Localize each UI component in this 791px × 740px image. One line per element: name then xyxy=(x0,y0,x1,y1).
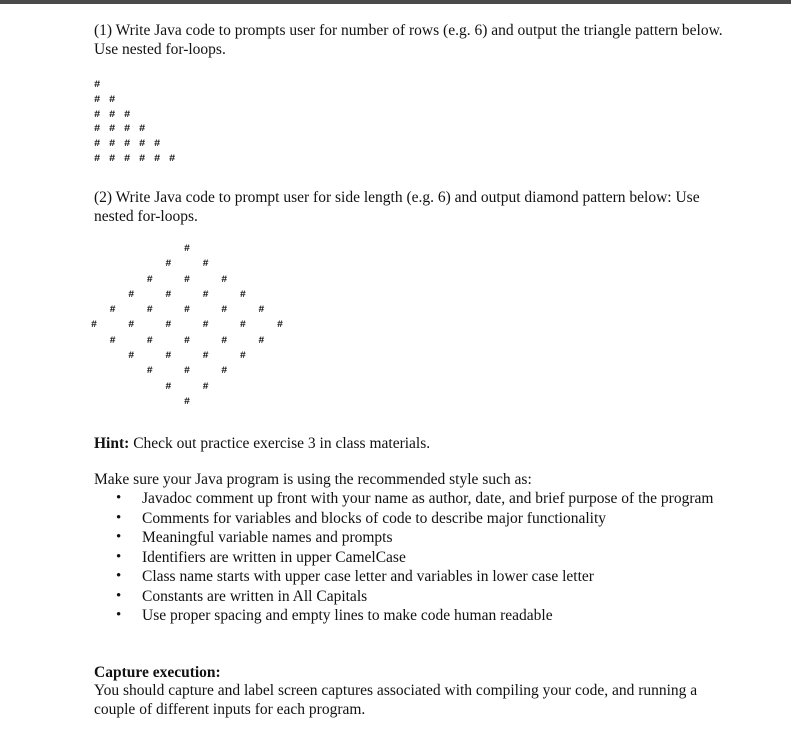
bullet-icon: • xyxy=(116,607,122,623)
hint-label: Hint: xyxy=(94,435,130,452)
top-border xyxy=(0,0,791,4)
list-item-text: Comments for variables and blocks of code to describe major functionality xyxy=(142,509,607,527)
list-item xyxy=(94,606,734,626)
list-item xyxy=(94,509,734,529)
list-item-text: Class name starts with upper case letter and variables in lower case letter xyxy=(142,568,594,585)
list-item-text: Meaningful variable names and prompts xyxy=(142,529,393,546)
list-item-text: Use proper spacing and empty lines to make code human readable xyxy=(142,607,553,624)
question-2-text: (2) Write Java code to prompt user for side length (e.g. 6) and output diamond pattern below: Use nested for-loops. xyxy=(94,189,700,225)
capture-title: Capture execution: xyxy=(94,664,221,681)
hint-text: Check out practice exercise 3 in class materials. xyxy=(129,435,431,452)
list-item xyxy=(94,567,734,587)
question-1-text: (1) Write Java code to prompts user for number of rows (e.g. 6) and output the triangle pattern below. Use nested for-loops. xyxy=(94,22,723,58)
list-item-text: Constants are written in All Capitals xyxy=(142,587,368,605)
triangle-pattern: # # # # # # # # # # # # # # # # # # # # # xyxy=(94,79,177,165)
bullet-icon: • xyxy=(116,568,122,584)
hint-paragraph xyxy=(94,434,430,453)
bullet-icon: • xyxy=(116,529,122,545)
list-item-text: Javadoc comment up front with your name as author, date, and brief purpose of the program xyxy=(142,490,714,507)
capture-text: You should capture and label screen captures associated with compiling your code, and running a couple of different inputs for each program. xyxy=(94,682,698,718)
bullet-icon: • xyxy=(116,548,122,565)
list-item xyxy=(94,489,734,509)
bullet-icon: • xyxy=(116,587,122,604)
bullet-icon: • xyxy=(116,490,122,506)
style-list xyxy=(94,489,734,626)
list-item xyxy=(94,528,734,548)
bullet-icon: • xyxy=(116,509,122,526)
list-item xyxy=(94,587,734,607)
diamond-pattern: # # # # # # # # # # # # # # # # # # # # # # # # # # # # # # # # # # # # xyxy=(91,244,287,408)
style-intro: Make sure your Java program is using the recommended style such as: xyxy=(94,471,532,488)
list-item xyxy=(94,548,734,568)
list-item-text: Identifiers are written in upper CamelCase xyxy=(142,548,406,566)
